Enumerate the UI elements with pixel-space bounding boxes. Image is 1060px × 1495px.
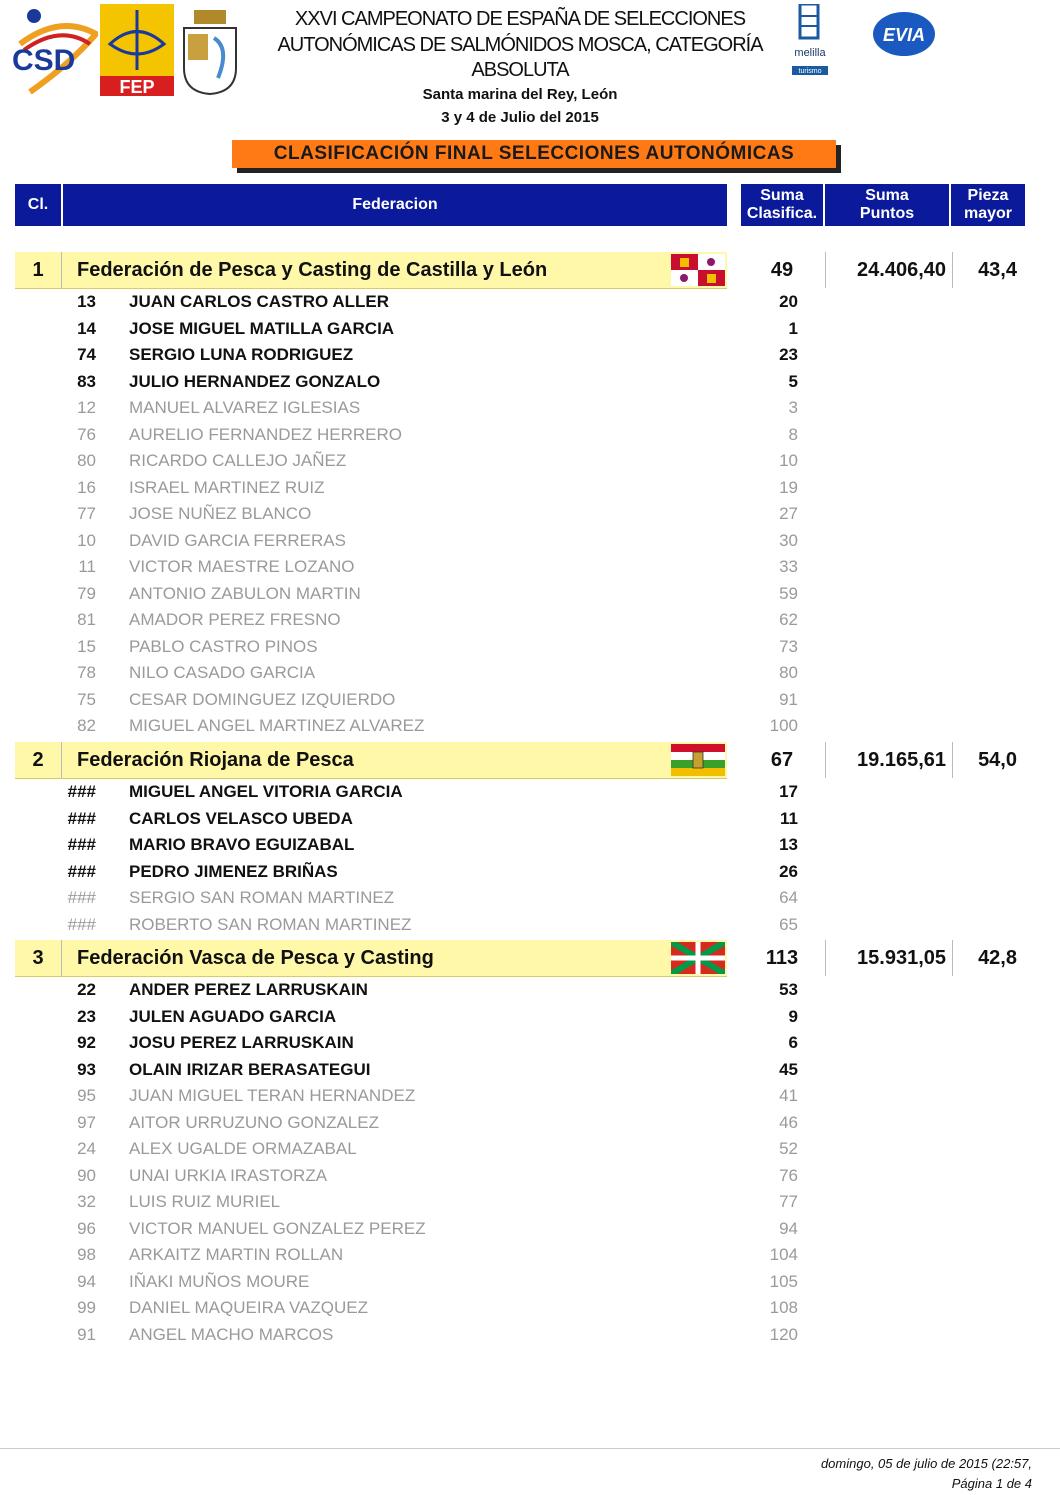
member-points: 17 bbox=[779, 782, 798, 801]
member-name: JULEN AGUADO GARCIA bbox=[129, 1006, 337, 1026]
member-row bbox=[0, 448, 1060, 475]
footer-datetime: domingo, 05 de julio de 2015 (22:57, bbox=[820, 1456, 1032, 1471]
member-points: 10 bbox=[779, 451, 798, 470]
member-number: 74 bbox=[77, 345, 96, 364]
member-number: 98 bbox=[77, 1245, 96, 1264]
member-number: 82 bbox=[77, 716, 96, 735]
member-name: AITOR URRUZUNO GONZALEZ bbox=[129, 1112, 379, 1132]
federation-name: Federación Vasca de Pesca y Casting bbox=[77, 947, 434, 969]
member-number: 91 bbox=[77, 1324, 96, 1344]
member-points: 65 bbox=[779, 914, 798, 934]
member-name: VICTOR MAESTRE LOZANO bbox=[129, 557, 355, 576]
member-name: MANUEL ALVAREZ IGLESIAS bbox=[129, 398, 361, 417]
col-header-suma-clasifica-1: Suma bbox=[760, 187, 804, 204]
member-name: JOSU PEREZ LARRUSKAIN bbox=[129, 1033, 354, 1052]
member-name: PEDRO JIMENEZ BRIÑAS bbox=[129, 861, 338, 881]
member-row bbox=[0, 1136, 1060, 1163]
member-row bbox=[0, 501, 1060, 528]
member-number: 77 bbox=[77, 504, 96, 523]
federation-rank: 3 bbox=[15, 940, 62, 976]
member-row bbox=[0, 289, 1060, 316]
member-number: 95 bbox=[77, 1086, 96, 1105]
member-row bbox=[0, 1057, 1060, 1084]
member-row bbox=[0, 1189, 1060, 1216]
member-row bbox=[0, 422, 1060, 449]
member-points: 23 bbox=[779, 345, 798, 364]
member-row bbox=[0, 634, 1060, 661]
member-name: OLAIN IRIZAR BERASATEGUI bbox=[129, 1059, 371, 1079]
member-name: SERGIO SAN ROMAN MARTINEZ bbox=[129, 888, 395, 907]
member-points: 100 bbox=[769, 716, 798, 735]
member-points: 9 bbox=[788, 1006, 798, 1026]
federation-row bbox=[15, 252, 1025, 288]
col-header-suma-clasifica bbox=[741, 184, 823, 226]
member-number: 75 bbox=[77, 689, 96, 709]
member-row bbox=[0, 912, 1060, 939]
member-number: 94 bbox=[77, 1271, 96, 1291]
member-number: ### bbox=[67, 888, 96, 907]
member-row bbox=[0, 607, 1060, 634]
col-header-suma-puntos-1: Suma bbox=[865, 187, 909, 204]
member-name: PABLO CASTRO PINOS bbox=[129, 636, 318, 656]
member-points: 105 bbox=[769, 1271, 798, 1291]
member-name: IÑAKI MUÑOS MOURE bbox=[129, 1271, 310, 1291]
member-number: 97 bbox=[77, 1112, 96, 1132]
col-header-pieza-mayor bbox=[951, 184, 1025, 226]
member-row bbox=[0, 779, 1060, 806]
member-points: 26 bbox=[779, 861, 798, 881]
member-number: 78 bbox=[77, 663, 96, 682]
member-points: 30 bbox=[779, 530, 798, 550]
member-row bbox=[0, 1295, 1060, 1322]
member-row bbox=[0, 1216, 1060, 1243]
evia-logo bbox=[872, 10, 936, 58]
federation-name: Federación Riojana de Pesca bbox=[77, 749, 354, 771]
member-points: 76 bbox=[779, 1165, 798, 1185]
member-row bbox=[0, 885, 1060, 912]
member-points: 108 bbox=[769, 1298, 798, 1317]
member-row bbox=[0, 1269, 1060, 1296]
member-name: MARIO BRAVO EGUIZABAL bbox=[129, 835, 355, 854]
member-name: JUAN MIGUEL TERAN HERNANDEZ bbox=[129, 1086, 416, 1105]
member-name: AMADOR PEREZ FRESNO bbox=[129, 610, 341, 629]
member-number: ### bbox=[67, 808, 96, 828]
member-number: 22 bbox=[77, 980, 96, 999]
member-name: DAVID GARCIA FERRERAS bbox=[129, 530, 346, 550]
federation-suma-puntos: 19.165,61 bbox=[825, 742, 953, 778]
member-name: UNAI URKIA IRASTORZA bbox=[129, 1165, 328, 1185]
member-points: 8 bbox=[788, 424, 798, 444]
csd-logo bbox=[10, 4, 98, 96]
member-row bbox=[0, 1163, 1060, 1190]
member-number: 32 bbox=[77, 1192, 96, 1211]
member-row bbox=[0, 475, 1060, 502]
member-row bbox=[0, 581, 1060, 608]
federation-row bbox=[15, 742, 1025, 778]
federation-suma-puntos: 15.931,05 bbox=[825, 940, 953, 976]
member-points: 46 bbox=[779, 1112, 798, 1132]
member-points: 59 bbox=[779, 583, 798, 603]
member-points: 5 bbox=[788, 371, 798, 391]
member-points: 13 bbox=[779, 835, 798, 854]
member-number: 81 bbox=[77, 610, 96, 629]
federation-suma-puntos: 24.406,40 bbox=[825, 252, 953, 288]
member-number: 12 bbox=[77, 398, 96, 417]
member-points: 41 bbox=[779, 1086, 798, 1105]
member-name: ROBERTO SAN ROMAN MARTINEZ bbox=[129, 914, 412, 934]
member-name: VICTOR MANUEL GONZALEZ PEREZ bbox=[129, 1218, 426, 1238]
col-header-suma-puntos-2: Puntos bbox=[859, 205, 915, 222]
member-number: 93 bbox=[77, 1059, 96, 1079]
member-number: 10 bbox=[77, 530, 96, 550]
col-header-pieza-mayor-1: Pieza bbox=[967, 187, 1009, 204]
la-rioja-flag bbox=[671, 744, 725, 776]
member-name: JOSE NUÑEZ BLANCO bbox=[129, 504, 312, 523]
member-number: 80 bbox=[77, 451, 96, 470]
member-points: 19 bbox=[779, 477, 798, 497]
member-row bbox=[0, 369, 1060, 396]
member-name: ANDER PEREZ LARRUSKAIN bbox=[129, 980, 368, 999]
federation-row bbox=[15, 940, 1025, 976]
member-points: 77 bbox=[779, 1192, 798, 1211]
member-points: 11 bbox=[780, 808, 798, 828]
municipal-shield-logo bbox=[180, 8, 240, 96]
member-name: CESAR DOMINGUEZ IZQUIERDO bbox=[129, 689, 396, 709]
member-row bbox=[0, 1004, 1060, 1031]
member-row bbox=[0, 528, 1060, 555]
member-number: ### bbox=[67, 835, 96, 854]
member-points: 64 bbox=[779, 888, 798, 907]
member-name: LUIS RUIZ MURIEL bbox=[129, 1192, 281, 1211]
member-number: 90 bbox=[77, 1165, 96, 1185]
federation-rank: 2 bbox=[15, 742, 62, 778]
member-number: 14 bbox=[77, 318, 96, 338]
col-header-cl: Cl. bbox=[15, 184, 61, 226]
member-number: 13 bbox=[77, 292, 96, 311]
member-number: ### bbox=[67, 782, 96, 801]
member-points: 62 bbox=[779, 610, 798, 629]
member-row bbox=[0, 1110, 1060, 1137]
member-points: 91 bbox=[779, 689, 798, 709]
member-row bbox=[0, 832, 1060, 859]
member-row bbox=[0, 1242, 1060, 1269]
member-number: ### bbox=[67, 861, 96, 881]
member-name: JULIO HERNANDEZ GONZALO bbox=[129, 371, 381, 391]
member-points: 94 bbox=[779, 1218, 798, 1238]
member-number: ### bbox=[67, 914, 96, 934]
member-points: 3 bbox=[788, 398, 798, 417]
member-row bbox=[0, 1083, 1060, 1110]
member-row bbox=[0, 342, 1060, 369]
member-name: MIGUEL ANGEL VITORIA GARCIA bbox=[129, 782, 403, 801]
member-name: MIGUEL ANGEL MARTINEZ ALVAREZ bbox=[129, 716, 425, 735]
member-row bbox=[0, 806, 1060, 833]
member-name: JUAN CARLOS CASTRO ALLER bbox=[129, 292, 390, 311]
classification-banner: CLASIFICACIÓN FINAL SELECCIONES AUTONÓMICAS bbox=[232, 140, 836, 168]
col-header-federacion: Federacion bbox=[63, 184, 727, 226]
member-number: 99 bbox=[77, 1298, 96, 1317]
svg-text:turismo: turismo bbox=[798, 68, 822, 75]
member-number: 15 bbox=[77, 636, 96, 656]
event-location: Santa marina del Rey, León bbox=[422, 86, 618, 103]
member-number: 24 bbox=[77, 1139, 96, 1158]
member-name: RICARDO CALLEJO JAÑEZ bbox=[129, 451, 347, 470]
member-points: 80 bbox=[779, 663, 798, 682]
federation-name: Federación de Pesca y Casting de Castilla y León bbox=[77, 259, 548, 281]
footer-divider bbox=[0, 1448, 1060, 1449]
member-points: 33 bbox=[779, 557, 798, 576]
col-header-suma-clasifica-2: Clasifica. bbox=[746, 205, 818, 222]
member-row bbox=[0, 859, 1060, 886]
member-number: 92 bbox=[77, 1033, 96, 1052]
member-number: 16 bbox=[77, 477, 96, 497]
member-row bbox=[0, 713, 1060, 740]
member-points: 27 bbox=[779, 504, 798, 523]
member-points: 104 bbox=[769, 1245, 798, 1264]
federation-suma-clasifica: 49 bbox=[770, 259, 794, 281]
member-number: 11 bbox=[78, 557, 96, 576]
melilla-logo bbox=[786, 4, 834, 80]
member-name: CARLOS VELASCO UBEDA bbox=[129, 808, 353, 828]
title-line-1: XXVI CAMPEONATO DE ESPAÑA DE SELECCIONES bbox=[294, 8, 746, 30]
member-points: 120 bbox=[769, 1324, 798, 1344]
member-name: ARKAITZ MARTIN ROLLAN bbox=[129, 1245, 344, 1264]
federation-suma-clasifica: 113 bbox=[765, 947, 799, 969]
svg-text:EVIA: EVIA bbox=[882, 25, 926, 45]
member-name: AURELIO FERNANDEZ HERRERO bbox=[129, 424, 402, 444]
member-points: 52 bbox=[779, 1139, 798, 1158]
title-line-2: AUTONÓMICAS DE SALMÓNIDOS MOSCA, CATEGORÍA bbox=[277, 34, 763, 56]
member-name: ANTONIO ZABULON MARTIN bbox=[129, 583, 361, 603]
federation-rank: 1 bbox=[15, 252, 62, 288]
federation-pieza-mayor: 42,8 bbox=[978, 947, 1017, 969]
member-row bbox=[0, 1322, 1060, 1349]
member-row bbox=[0, 395, 1060, 422]
castilla-leon-flag bbox=[671, 254, 725, 286]
federation-pieza-mayor: 43,4 bbox=[978, 259, 1017, 281]
member-number: 76 bbox=[77, 424, 96, 444]
ikurrina-flag bbox=[671, 942, 725, 974]
federation-suma-clasifica: 67 bbox=[770, 749, 794, 771]
member-row bbox=[0, 687, 1060, 714]
title-line-3: ABSOLUTA bbox=[471, 59, 569, 81]
col-header-pieza-mayor-2: mayor bbox=[963, 205, 1013, 222]
federation-pieza-mayor: 54,0 bbox=[978, 749, 1017, 771]
fep-logo bbox=[100, 4, 174, 96]
member-name: NILO CASADO GARCIA bbox=[129, 663, 316, 682]
member-name: SERGIO LUNA RODRIGUEZ bbox=[129, 345, 354, 364]
member-number: 83 bbox=[77, 371, 96, 391]
footer-page-number: Página 1 de 4 bbox=[951, 1476, 1032, 1491]
member-row bbox=[0, 660, 1060, 687]
member-name: DANIEL MAQUEIRA VAZQUEZ bbox=[129, 1298, 368, 1317]
svg-text:FEP: FEP bbox=[119, 77, 155, 96]
member-name: ANGEL MACHO MARCOS bbox=[129, 1324, 334, 1344]
member-points: 1 bbox=[788, 318, 798, 338]
member-name: ISRAEL MARTINEZ RUIZ bbox=[129, 477, 325, 497]
member-points: 20 bbox=[779, 292, 798, 311]
member-points: 45 bbox=[779, 1059, 798, 1079]
col-header-suma-puntos bbox=[825, 184, 949, 226]
svg-text:CSD: CSD bbox=[12, 44, 76, 77]
member-points: 53 bbox=[779, 980, 798, 999]
event-date: 3 y 4 de Julio del 2015 bbox=[441, 109, 599, 126]
member-number: 79 bbox=[77, 583, 96, 603]
member-points: 6 bbox=[788, 1033, 798, 1052]
svg-text:melilla: melilla bbox=[794, 47, 826, 59]
member-name: JOSE MIGUEL MATILLA GARCIA bbox=[129, 318, 395, 338]
member-row bbox=[0, 554, 1060, 581]
member-points: 73 bbox=[779, 636, 798, 656]
member-name: ALEX UGALDE ORMAZABAL bbox=[129, 1139, 357, 1158]
member-number: 23 bbox=[77, 1006, 96, 1026]
member-row bbox=[0, 316, 1060, 343]
member-number: 96 bbox=[77, 1218, 96, 1238]
member-row bbox=[0, 977, 1060, 1004]
member-row bbox=[0, 1030, 1060, 1057]
